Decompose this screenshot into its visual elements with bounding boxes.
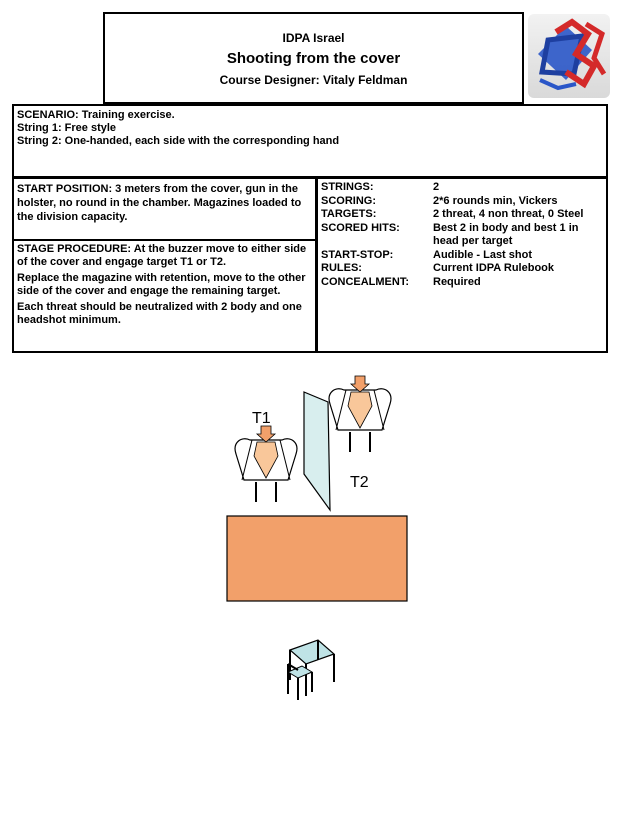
info-key: TARGETS: (321, 208, 377, 220)
info-key: CONCEALMENT: (321, 275, 409, 288)
info-row-targets (321, 208, 603, 222)
procedure-p3: Each threat should be neutralized with 2 body and one headshot minimum. (17, 301, 302, 326)
header-box (103, 12, 524, 104)
info-row-concealment (321, 276, 603, 290)
string1-line: String 1: Free style (17, 122, 117, 134)
info-value: Best 2 in body and best 1 in head per target (433, 221, 579, 247)
info-value: Current IDPA Rulebook (433, 262, 555, 274)
table-and-chair (288, 640, 334, 700)
label-t2: T2 (350, 474, 369, 491)
stage-info-box (316, 177, 608, 353)
target-t1 (235, 426, 297, 502)
idpa-israel-logo (528, 14, 610, 98)
procedure-p2: Replace the magazine with retention, move to the other side of the cover and engage the remaining target. (17, 272, 306, 297)
info-key: RULES: (321, 262, 362, 274)
info-value: 2 (433, 181, 440, 193)
info-value: Required (433, 275, 481, 288)
info-key: SCORING: (321, 194, 376, 207)
label-t1: T1 (252, 410, 271, 427)
logo-graphic (528, 14, 610, 98)
procedure-p1: STAGE PROCEDURE: At the buzzer move to either side of the cover and engage target T1 or T2. (17, 243, 307, 268)
info-row-rules (321, 262, 603, 276)
info-value: Audible - Last shot (433, 248, 532, 261)
start-position-text: START POSITION: 3 meters from the cover, gun in the holster, no round in the chamber. Magazines loaded to the division capacity. (17, 183, 302, 223)
info-value: 2 threat, 4 non threat, 0 Steel (433, 208, 584, 220)
info-key: SCORED HITS: (321, 221, 400, 234)
info-row-scored-hits (321, 222, 603, 249)
info-row-strings (321, 181, 603, 195)
cover-wall (304, 392, 330, 510)
start-position-box (12, 177, 317, 239)
course-designer: Course Designer: Vitaly Feldman (219, 73, 408, 87)
scenario-line: SCENARIO: Training exercise. (17, 109, 175, 121)
info-key: STRINGS: (321, 181, 374, 193)
start-area (227, 516, 407, 601)
stage-title: Shooting from the cover (226, 50, 401, 67)
string2-line: String 2: One-handed, each side with the corresponding hand (17, 135, 340, 147)
info-value: 2*6 rounds min, Vickers (433, 194, 558, 207)
stage-diagram (0, 360, 620, 700)
scenario-box (12, 104, 608, 178)
target-t2 (329, 376, 391, 452)
org-name: IDPA Israel (282, 31, 345, 45)
info-row-start-stop (321, 249, 603, 263)
info-key: START-STOP: (321, 248, 394, 261)
info-row-scoring (321, 195, 603, 209)
stage-procedure-box (12, 239, 317, 353)
